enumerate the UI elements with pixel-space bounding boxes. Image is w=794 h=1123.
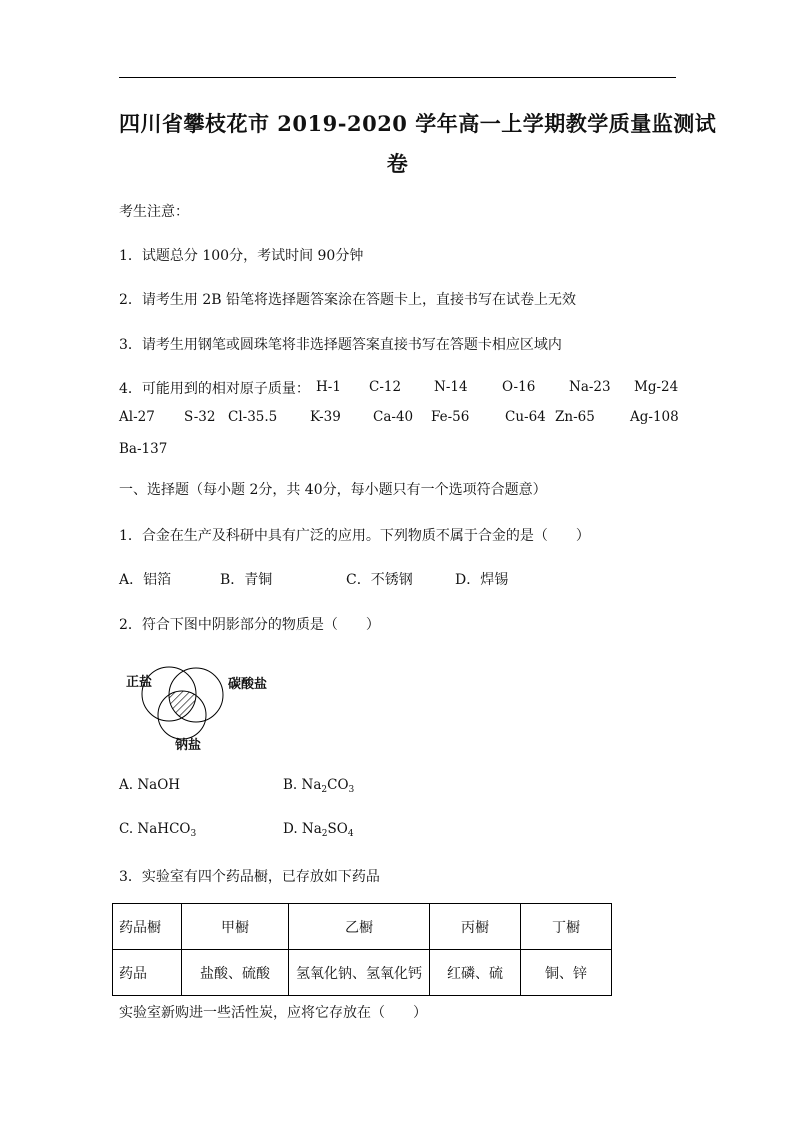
venn-label-sodium-salt: 钠盐 bbox=[175, 738, 202, 753]
q1-option-d: D．焊锡 bbox=[455, 572, 509, 588]
notice-item-2: 2．请考生用 2B 铅笔将选择题答案涂在答题卡上，直接书写在试卷上无效 bbox=[119, 292, 577, 308]
element-mass: C-12 bbox=[369, 379, 402, 395]
section-heading: 一、选择题（每小题 2分，共 40分，每小题只有一个选项符合题意） bbox=[119, 482, 547, 498]
notice-item-1: 1．试题总分 100分，考试时间 90分钟 bbox=[119, 248, 364, 264]
element-mass: K-39 bbox=[310, 409, 341, 425]
table-cell: 红磷、硫 bbox=[430, 950, 521, 996]
element-mass: N-14 bbox=[434, 379, 468, 395]
notice-item-4-prefix: 4．可能用到的相对原子质量： bbox=[119, 381, 310, 397]
element-mass: Zn-65 bbox=[555, 409, 595, 425]
table-header-cell: 丙橱 bbox=[430, 904, 521, 950]
table-header-cell: 丁橱 bbox=[521, 904, 612, 950]
table-cell: 氢氧化钠、氢氧化钙 bbox=[289, 950, 430, 996]
table-row bbox=[113, 904, 612, 950]
element-mass: O-16 bbox=[502, 379, 536, 395]
element-mass: S-32 bbox=[184, 409, 216, 425]
element-mass: Fe-56 bbox=[431, 409, 470, 425]
element-mass: Ag-108 bbox=[630, 409, 679, 425]
q1-option-a: A．铝箔 bbox=[119, 572, 172, 588]
element-mass: Al-27 bbox=[119, 409, 155, 425]
table-header-cell: 甲橱 bbox=[182, 904, 289, 950]
element-mass: Mg-24 bbox=[634, 379, 679, 395]
header-rule bbox=[119, 77, 676, 78]
table-header-cell: 乙橱 bbox=[289, 904, 430, 950]
table-row bbox=[113, 950, 612, 996]
venn-label-normal-salt: 正盐 bbox=[126, 675, 153, 690]
element-mass: Na-23 bbox=[569, 379, 611, 395]
element-mass: Ca-40 bbox=[373, 409, 414, 425]
cabinet-table bbox=[112, 903, 612, 996]
table-cell: 盐酸、硫酸 bbox=[182, 950, 289, 996]
element-mass: H-1 bbox=[316, 379, 341, 395]
question-2-stem: 2．符合下图中阴影部分的物质是（ ） bbox=[119, 617, 380, 633]
q2-option-a: A. NaOH bbox=[119, 777, 181, 793]
notice-heading: 考生注意： bbox=[119, 204, 189, 220]
page-title-line-1: 四川省攀枝花市 2019-2020 学年高一上学期教学质量监测试 bbox=[119, 111, 717, 136]
element-mass: Cl-35.5 bbox=[228, 409, 278, 425]
venn-label-carbonate: 碳酸盐 bbox=[228, 677, 268, 692]
question-3-ask: 实验室新购进一些活性炭，应将它存放在（ ） bbox=[119, 1005, 427, 1021]
table-cell: 铜、锌 bbox=[521, 950, 612, 996]
q1-option-c: C．不锈钢 bbox=[346, 572, 413, 588]
table-cell: 药品 bbox=[113, 950, 182, 996]
notice-item-3: 3．请考生用钢笔或圆珠笔将非选择题答案直接书写在答题卡相应区域内 bbox=[119, 337, 562, 353]
page-title-line-2: 卷 bbox=[386, 151, 409, 176]
table-header-cell: 药品橱 bbox=[113, 904, 182, 950]
question-1-stem: 1．合金在生产及科研中具有广泛的应用。下列物质不属于合金的是（ ） bbox=[119, 528, 590, 544]
q2-option-d: D. $Na_2SO_4$ bbox=[283, 821, 354, 839]
element-mass: Cu-64 bbox=[505, 409, 546, 425]
q1-option-b: B．青铜 bbox=[220, 572, 273, 588]
q2-option-c: C. NaHCO$_3$ bbox=[119, 821, 197, 839]
element-mass: Ba-137 bbox=[119, 441, 168, 457]
q2-option-b: B. $Na_2CO_3$ bbox=[283, 777, 355, 795]
question-3-stem: 3．实验室有四个药品橱，已存放如下药品 bbox=[119, 869, 380, 885]
